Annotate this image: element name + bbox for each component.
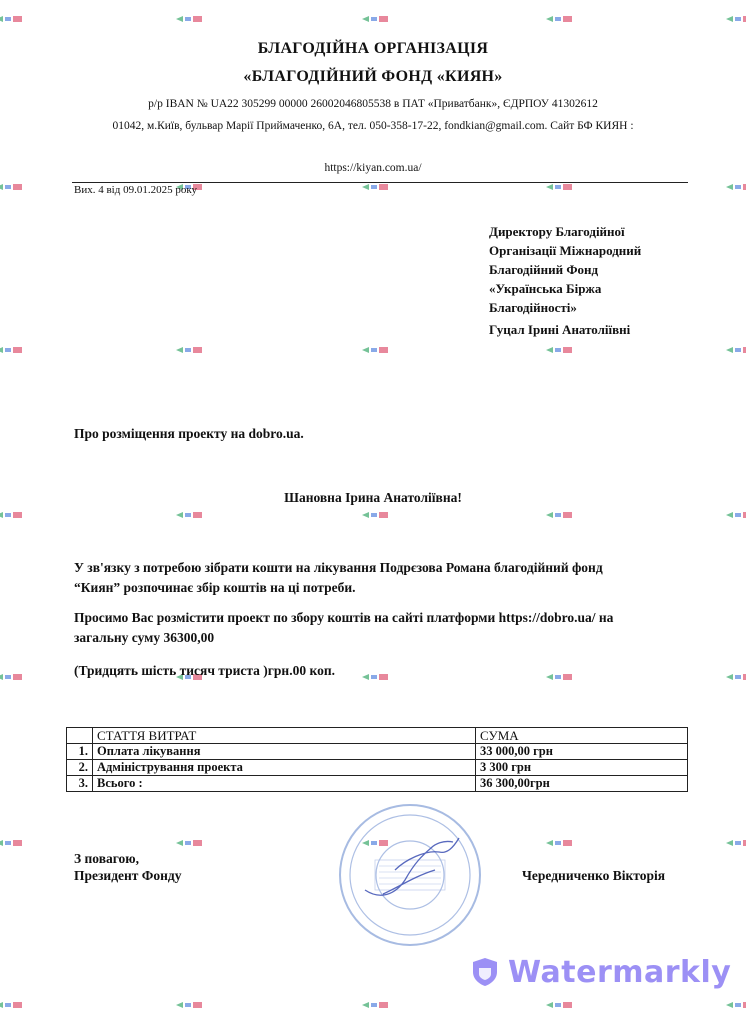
watermark-tile-icon [724,14,746,24]
row-item: Оплата лікування [93,744,476,760]
addressee-line: Благодійності» [489,300,577,315]
row-item: Всього : [93,776,476,792]
signer-name: Чередниченко Вікторія [522,868,666,883]
watermark-tile-icon [724,1000,746,1010]
paragraph-line: Просимо Вас розмістити проект по збору коштів на сайті платформи https://dobro.ua/ на [74,610,614,625]
watermark-tile-icon [174,510,204,520]
addressee-line: Благодійний Фонд [489,262,599,277]
addressee-line: Організації Міжнародний [489,243,642,258]
watermark-tile-icon [544,672,574,682]
watermark-tile-icon [724,838,746,848]
row-sum: 36 300,00грн [476,776,688,792]
watermark-tile-icon [360,182,390,192]
website-link[interactable]: https://kiyan.com.ua/ [324,162,422,174]
org-type-heading: БЛАГОДІЙНА ОРГАНІЗАЦІЯ [257,40,489,57]
watermarkly-text: Watermarkly [508,954,732,990]
addressee-block [489,222,689,317]
header-num-cell [67,728,93,744]
letterhead-divider [72,182,688,183]
watermark-tile-icon [360,14,390,24]
header-sum-cell: СУМА [476,728,688,744]
watermark-tile-icon [544,1000,574,1010]
costs-table-header [67,728,688,744]
paragraph-fundraising [74,558,603,598]
watermark-tile-icon [724,182,746,192]
row-num: 1. [67,744,93,760]
watermark-tile-icon [544,510,574,520]
watermarkly-logo [470,952,731,992]
table-row [67,776,688,792]
watermark-tile-icon [0,510,24,520]
contact-requisites: 01042, м.Київ, бульвар Марії Приймаченко, 6А, тел. 050-358-17-22, fondkian@gmail.com. Сайт БФ КИЯН : [112,120,634,132]
costs-table [66,727,688,792]
paragraph-line: “Киян” розпочинає збір коштів на ці потреби. [74,580,356,595]
row-sum: 3 300 грн [476,760,688,776]
watermark-tile-icon [174,1000,204,1010]
watermark-tile-icon [0,1000,24,1010]
watermark-tile-icon [544,838,574,848]
official-stamp [335,800,485,950]
addressee-line: Директору Благодійної [489,224,625,239]
org-name-heading: «БЛАГОДІЙНИЙ ФОНД «КИЯН» [243,68,503,85]
watermark-tile-icon [174,14,204,24]
watermark-tile-icon [360,1000,390,1010]
addressee-name: Гуцал Ірині Анатоліївні [489,322,631,337]
watermark-tile-icon [544,345,574,355]
watermark-tile-icon [0,672,24,682]
header-item-cell: СТАТТЯ ВИТРАТ [93,728,476,744]
row-sum: 33 000,00 грн [476,744,688,760]
watermark-tile-icon [174,838,204,848]
paragraph-line: загальну суму 36300,00 [74,630,215,645]
watermark-tile-icon [0,14,24,24]
watermark-tile-icon [724,510,746,520]
letter-greeting: Шановна Ірина Анатоліївна! [284,490,462,505]
shield-icon [470,956,500,988]
addressee-line: «Українська Біржа [489,281,602,296]
row-num: 2. [67,760,93,776]
table-row [67,760,688,776]
watermark-tile-icon [0,838,24,848]
paragraph-amount-words: (Тридцять шість тисяч триста )грн.00 коп. [74,663,335,678]
watermark-tile-icon [174,345,204,355]
paragraph-request [74,608,613,648]
paragraph-line: У зв'язку з потребою зібрати кошти на лікування Подрєзова Романа благодійний фонд [74,560,603,575]
watermark-tile-icon [360,672,390,682]
watermark-tile-icon [360,345,390,355]
watermark-tile-icon [724,345,746,355]
closing-position: Президент Фонду [74,868,182,883]
table-row [67,744,688,760]
watermark-tile-icon [0,345,24,355]
watermark-tile-icon [544,182,574,192]
outgoing-number: Вих. 4 від 09.01.2025 року [74,184,198,196]
row-item: Адміністрування проекта [93,760,476,776]
watermark-tile-icon [360,510,390,520]
closing-regards: З повагою, [74,851,139,866]
watermark-tile-icon [0,182,24,192]
watermark-tile-icon [544,14,574,24]
letter-subject: Про розміщення проекту на dobro.ua. [74,426,304,441]
watermark-tile-icon [724,672,746,682]
row-num: 3. [67,776,93,792]
bank-requisites: р/р IBAN № UA22 305299 00000 26002046805538 в ПАТ «Приватбанк», ЄДРПОУ 41302612 [148,98,598,110]
